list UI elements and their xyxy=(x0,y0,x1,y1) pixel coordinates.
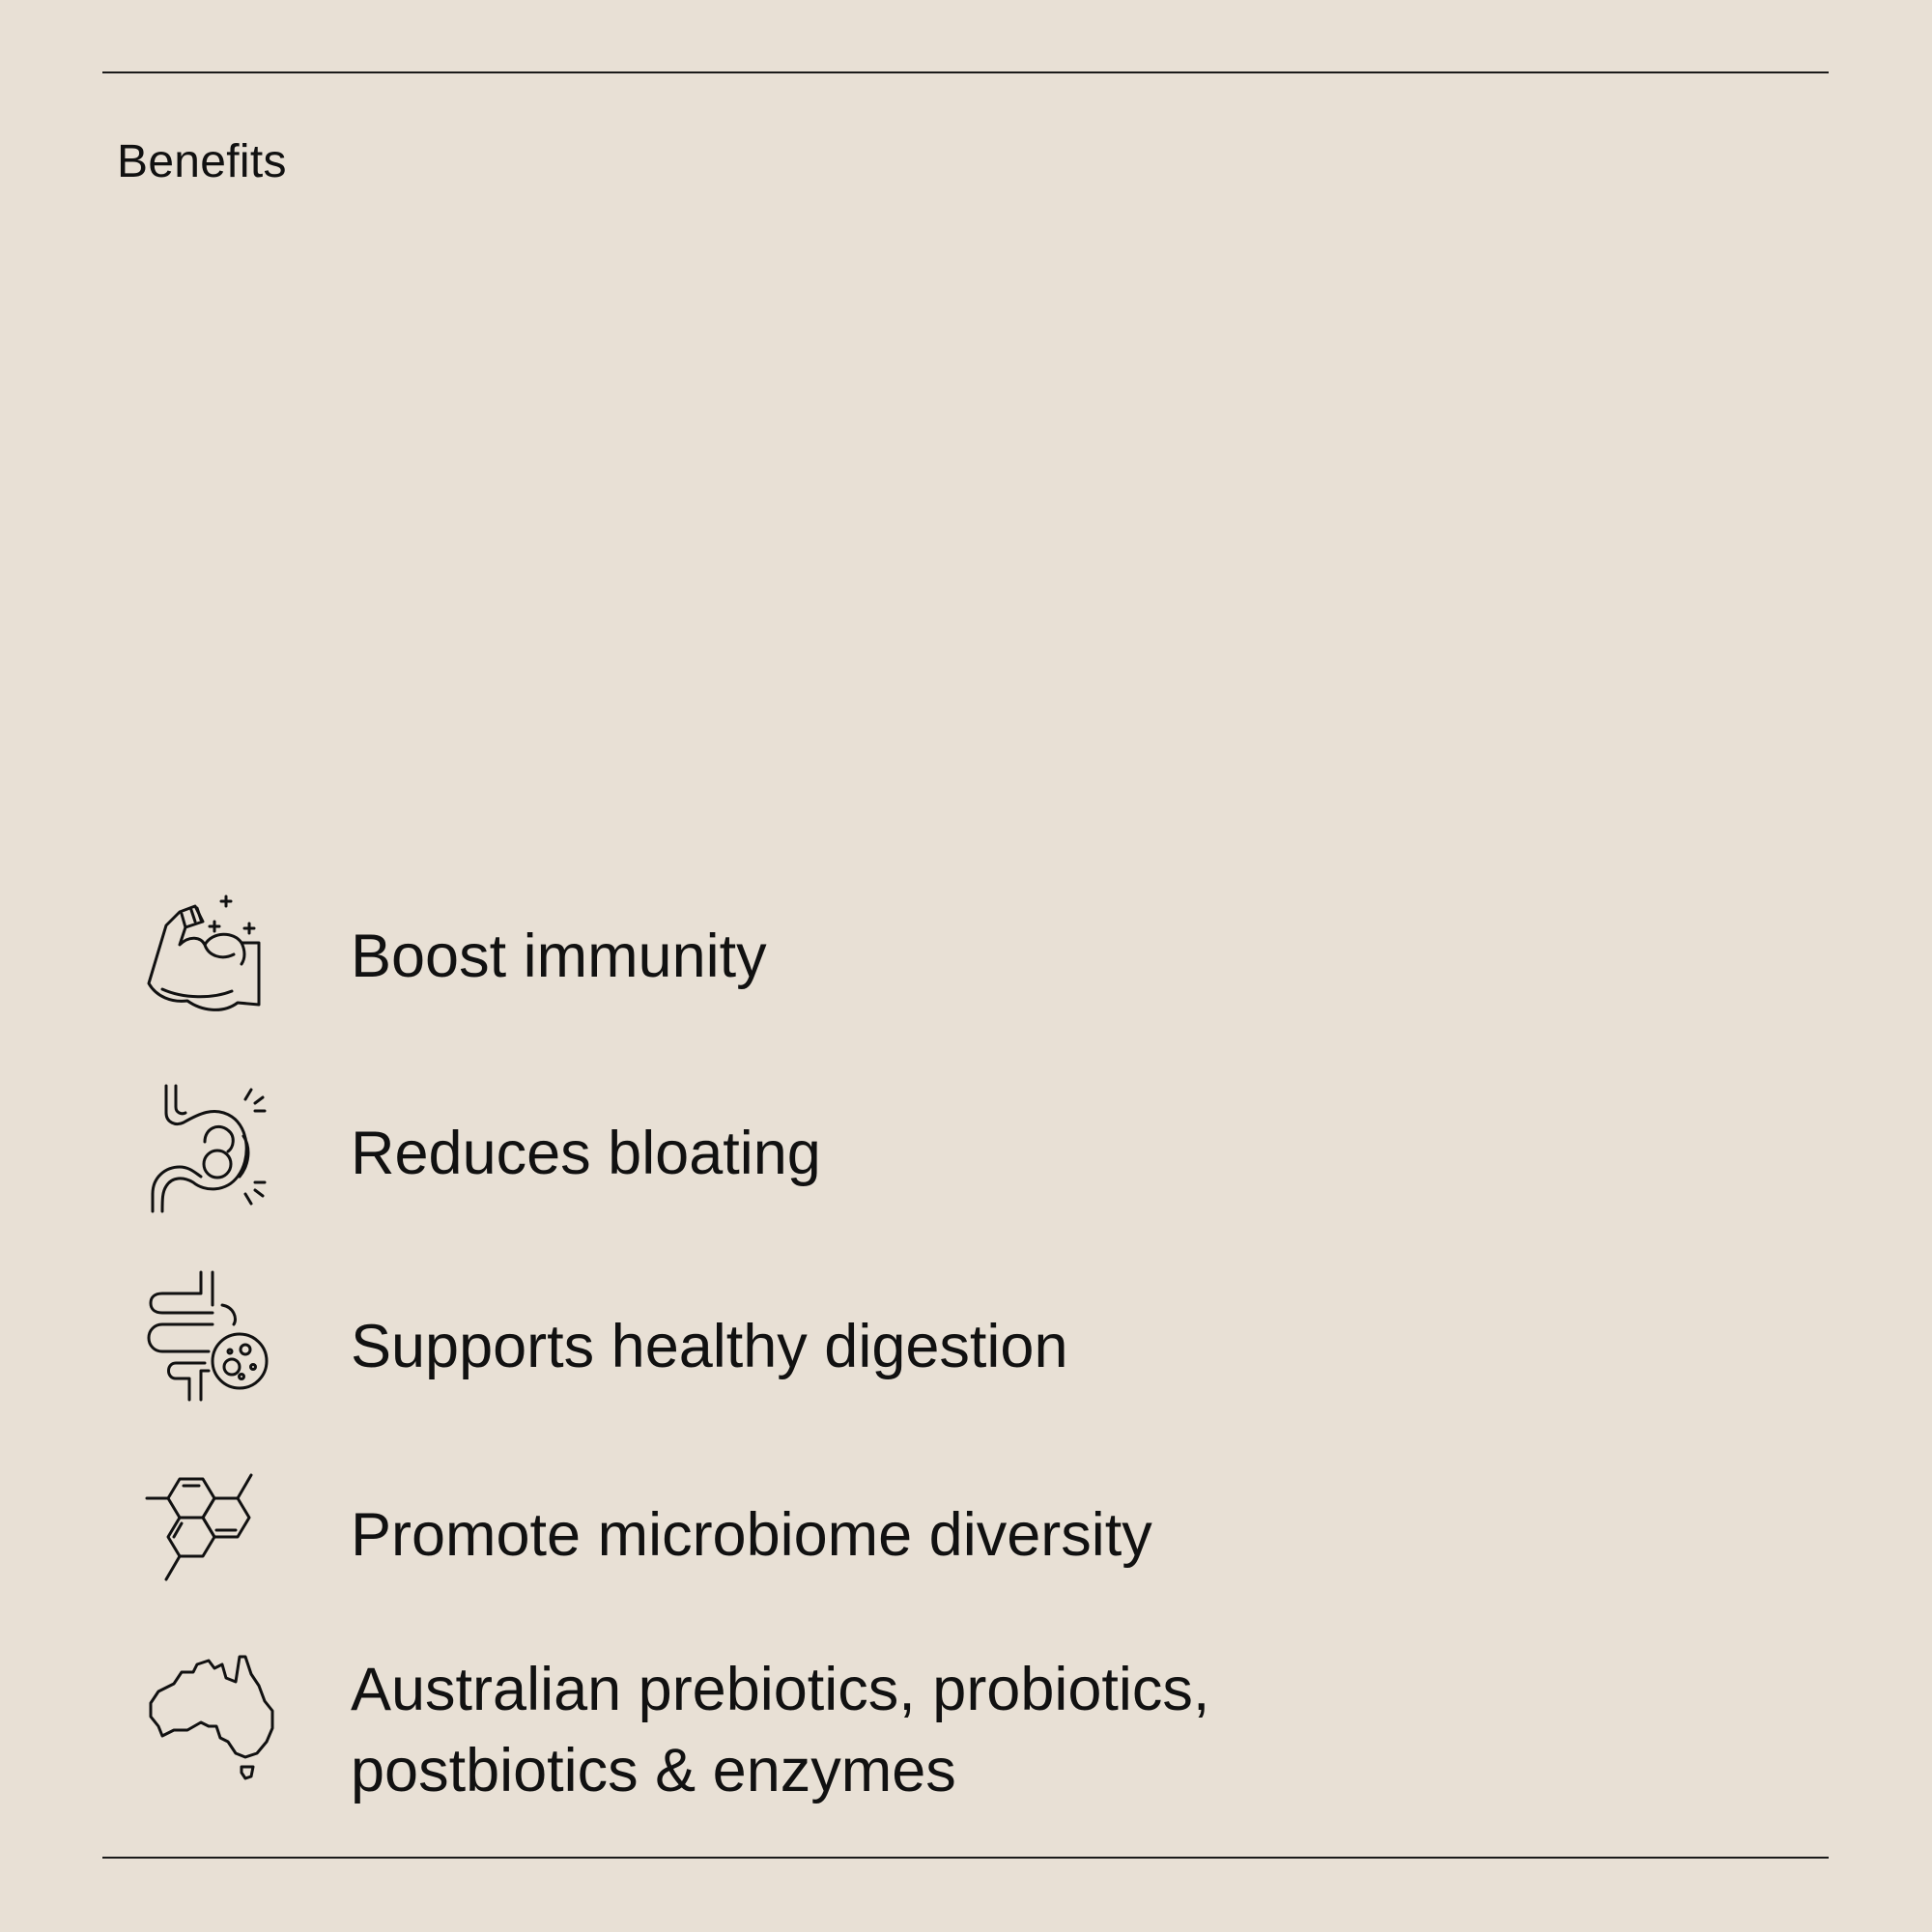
benefit-label-multiline xyxy=(351,1649,1209,1811)
stomach-icon xyxy=(145,1084,274,1213)
australia-map-icon xyxy=(145,1653,274,1782)
benefit-label: Promote microbiome diversity xyxy=(351,1501,1152,1569)
molecule-icon xyxy=(145,1471,274,1601)
bottom-divider xyxy=(102,1857,1829,1859)
benefit-label: Boost immunity xyxy=(351,923,767,990)
benefit-label-line1: Australian prebiotics, probiotics, xyxy=(351,1656,1210,1723)
top-divider xyxy=(102,71,1829,73)
benefit-label-line2: postbiotics & enzymes xyxy=(351,1737,956,1804)
intestine-bacteria-icon xyxy=(145,1270,274,1400)
flexed-arm-icon xyxy=(145,887,274,1016)
benefit-label: Reduces bloating xyxy=(351,1120,821,1187)
benefit-label: Supports healthy digestion xyxy=(351,1313,1068,1380)
section-title: Benefits xyxy=(117,136,287,187)
